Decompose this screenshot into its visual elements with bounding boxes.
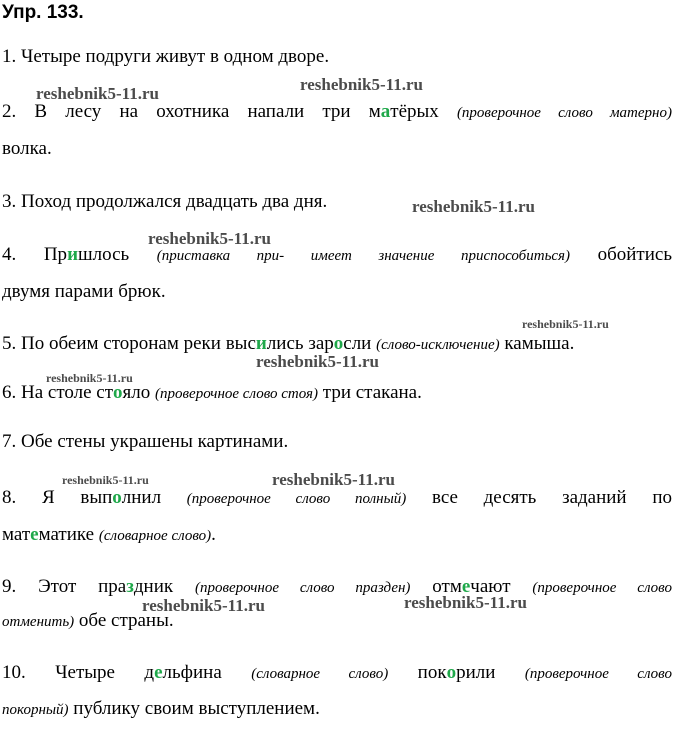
sentence-4: 4. Пришлось (приставка при- имеет значение приспособиться) обойтись — [2, 244, 672, 265]
note: (проверочное слово полный) — [186, 491, 407, 507]
note: (проверочное слово стоя) — [155, 386, 319, 402]
watermark: reshebnik5-11.ru — [272, 470, 395, 489]
note: (слово-исключение) — [376, 337, 500, 353]
sentence-1: 1. Четыре подруги живут в одном дворе. — [2, 46, 330, 67]
watermark: reshebnik5-11.ru — [148, 229, 271, 248]
highlight-letter: а — [380, 101, 391, 122]
watermark: reshebnik5-11.ru — [404, 593, 527, 612]
note: отменить) — [2, 614, 75, 630]
highlight-letter: е — [461, 576, 471, 597]
watermark: reshebnik5-11.ru — [300, 75, 423, 94]
sentence-10-cont: покорный) публику своим выступлением. — [2, 698, 320, 719]
note: покорный) — [2, 702, 69, 718]
highlight-letter: о — [333, 333, 344, 354]
highlight-letter: и — [255, 333, 267, 354]
note: (проверочное слово — [524, 666, 672, 682]
watermark: reshebnik5-11.ru — [62, 473, 149, 487]
sentence-5: 5. По обеим сторонам реки высились заросли (слово-исключение) камыша. — [2, 333, 575, 354]
sentence-4-cont: двумя парами брюк. — [2, 281, 166, 302]
watermark: reshebnik5-11.ru — [46, 371, 133, 385]
note: (проверочное слово празден) — [194, 580, 411, 596]
highlight-letter: о — [113, 382, 123, 403]
sentence-9: 9. Этот праздник (проверочное слово празден) отмечают (проверочное слово — [2, 576, 672, 597]
sentence-9-cont: отменить) обе страны. — [2, 610, 174, 631]
highlight-letter: и — [67, 244, 79, 265]
sentence-2: 2. В лесу на охотника напали три матёрых (проверочное слово матерно) — [2, 101, 672, 122]
sentence-2-cont: волка. — [2, 138, 52, 159]
sentence-8-cont: математике (словарное слово). — [2, 524, 216, 545]
watermark: reshebnik5-11.ru — [412, 197, 535, 216]
sentence-3: 3. Поход продолжался двадцать два дня. — [2, 191, 328, 212]
highlight-letter: е — [30, 524, 39, 545]
note: (проверочное слово матерно) — [456, 105, 672, 121]
sentence-10: 10. Четыре дельфина (словарное слово) покорили (проверочное слово — [2, 662, 672, 683]
sentence-8: 8. Я выполнил (проверочное слово полный) все десять заданий по — [2, 487, 672, 508]
watermark: reshebnik5-11.ru — [522, 317, 609, 331]
sentence-7: 7. Обе стены украшены картинами. — [2, 431, 289, 452]
highlight-letter: о — [446, 662, 457, 683]
sentence-6: 6. На столе стояло (проверочное слово стоя) три стакана. — [2, 382, 422, 403]
watermark: reshebnik5-11.ru — [36, 84, 159, 103]
note: (проверочное слово — [532, 580, 672, 596]
highlight-letter: з — [126, 576, 134, 597]
note: (словарное слово) — [251, 666, 389, 682]
watermark: reshebnik5-11.ru — [256, 352, 379, 371]
note: (приставка при- имеет значение приспособиться) — [156, 248, 571, 264]
highlight-letter: е — [154, 662, 163, 683]
highlight-letter: о — [112, 487, 122, 508]
exercise-title: Упр. 133. — [2, 2, 84, 23]
note: (словарное слово) — [98, 528, 212, 544]
watermark: reshebnik5-11.ru — [142, 596, 265, 615]
